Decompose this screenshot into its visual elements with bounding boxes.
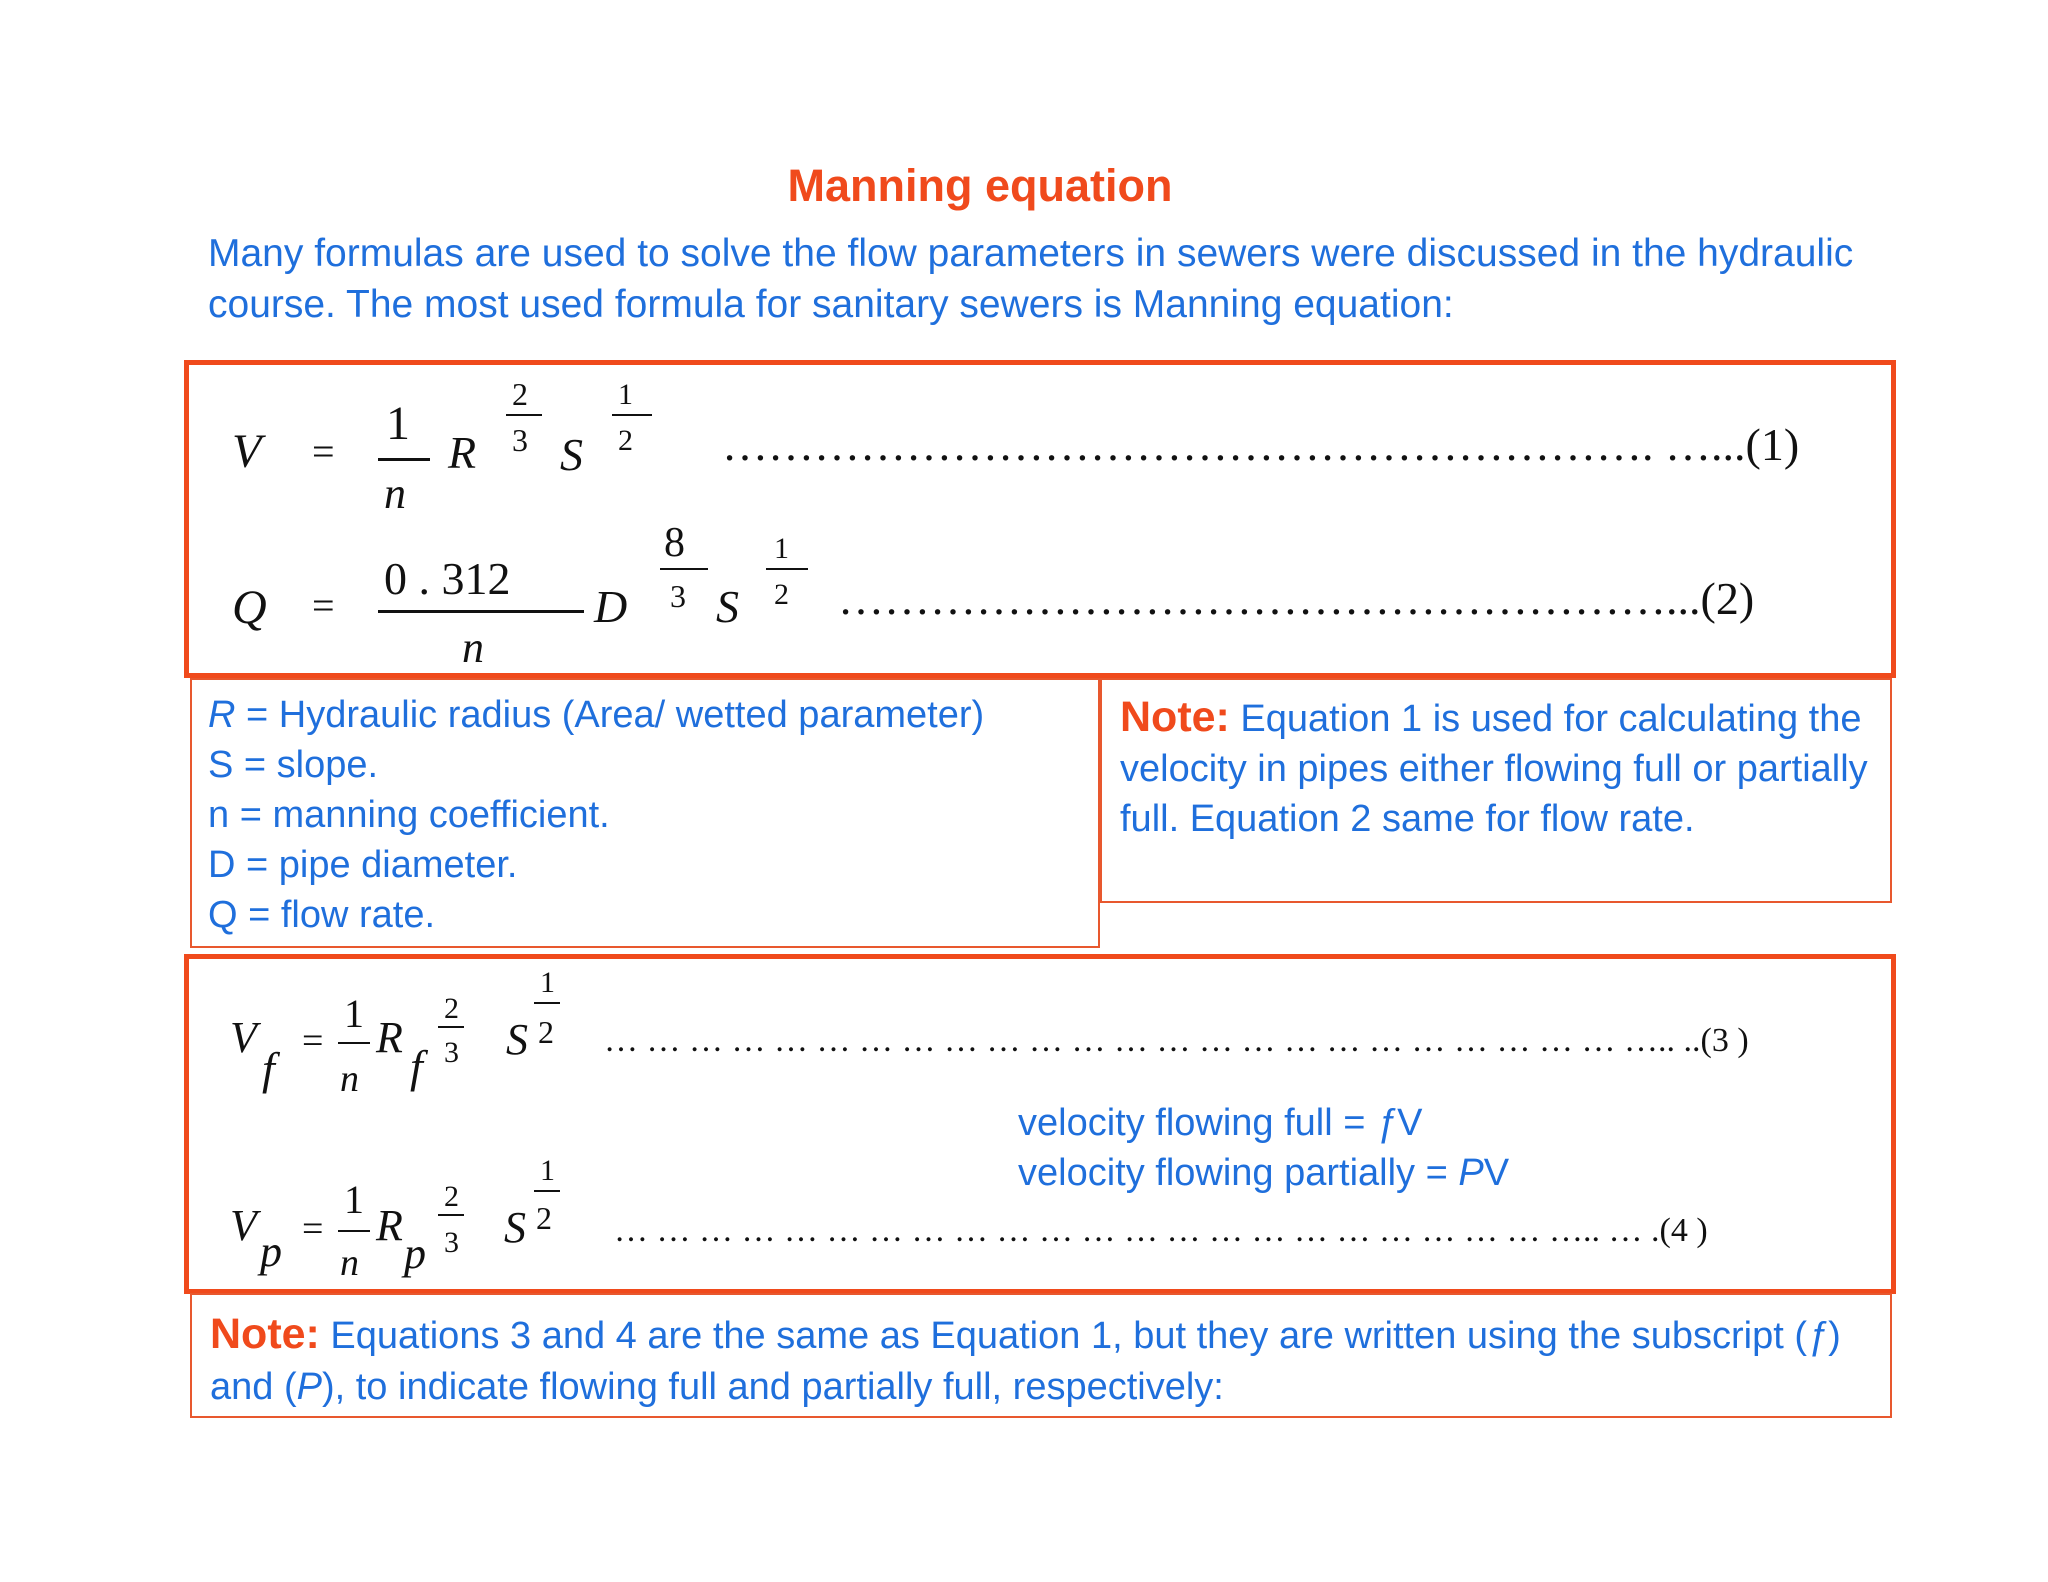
eq4-dots-number: … … … … … … … … … … … … … … … … … … … … … … ….. … .(4 ) bbox=[614, 1212, 1708, 1249]
eq1-s-exp-num: 1 bbox=[618, 378, 633, 411]
eq4-numerator: 1 bbox=[344, 1177, 364, 1222]
definition-n: n = manning coefficient. bbox=[208, 794, 610, 836]
eq1-lhs: V bbox=[232, 425, 262, 478]
eq4-fraction-bar bbox=[338, 1230, 370, 1232]
eq2-s-exp-num: 1 bbox=[774, 532, 789, 565]
eq3-dots-number: … … … … … … … … … … … … … … … … … … … … … … … … ….. ..(3 ) bbox=[604, 1022, 1749, 1059]
eq4-s-exp-num: 1 bbox=[540, 1154, 555, 1187]
eq3-denominator: n bbox=[340, 1058, 359, 1100]
note-2-symbol-f: ƒ bbox=[1806, 1315, 1829, 1357]
eq4-r-exp-num: 2 bbox=[444, 1180, 459, 1213]
eq4-r-exp-bar bbox=[438, 1214, 464, 1216]
note-2-text-a: Equations 3 and 4 are the same as Equation 1, but they are written using the subscript ( bbox=[319, 1315, 1807, 1357]
eq3-r: R bbox=[376, 1013, 403, 1062]
eq3-r-exp-num: 2 bbox=[444, 992, 459, 1025]
velocity-partial-label bbox=[1018, 1148, 1509, 1198]
eq1-numerator: 1 bbox=[386, 397, 410, 450]
eq4-r: R bbox=[376, 1201, 403, 1250]
note-2-text-c: ), to indicate flowing full and partially full, respectively: bbox=[321, 1366, 1224, 1408]
eq2-d-exp-num: 8 bbox=[664, 520, 685, 566]
velocity-full-prefix: velocity flowing full = bbox=[1018, 1102, 1376, 1144]
eq4-equals: = bbox=[302, 1208, 324, 1250]
note-1-text: Equation 1 is used for calculating the velocity in pipes either flowing full or partially full. Equation 2 same for flow rate. bbox=[1120, 698, 1868, 840]
eq1-s: S bbox=[560, 429, 583, 480]
eq2-s: S bbox=[716, 581, 739, 632]
eq4-v: V bbox=[230, 1201, 257, 1250]
eq3-numerator: 1 bbox=[344, 991, 364, 1036]
eq4-s-exp-den: 2 bbox=[536, 1200, 552, 1236]
velocity-full-suffix: V bbox=[1397, 1102, 1423, 1144]
eq4-r-subscript: p bbox=[404, 1229, 426, 1278]
eq1-r-exp-den: 3 bbox=[512, 422, 528, 458]
eq2-denominator: n bbox=[462, 623, 484, 672]
eq4-r-exp-den: 3 bbox=[444, 1226, 459, 1259]
eq2-d-exp-bar bbox=[660, 568, 708, 570]
eq2-lhs: Q bbox=[232, 581, 267, 634]
eq2-equals: = bbox=[312, 583, 335, 628]
eq3-s-exp-num: 1 bbox=[540, 966, 555, 999]
eq1-s-exp-den: 2 bbox=[618, 424, 633, 457]
eq2-dots-number: ………………………………………………...(2) bbox=[838, 573, 1755, 624]
definition-r-text: = Hydraulic radius (Area/ wetted parameter) bbox=[235, 694, 985, 736]
intro-paragraph: Many formulas are used to solve the flow parameters in sewers were discussed in the hydraulic course. The most used formula for sanitary sewers is Manning equation: bbox=[208, 232, 1854, 326]
definition-r bbox=[208, 690, 1082, 740]
velocity-partial-symbol: P bbox=[1458, 1152, 1484, 1194]
eq1-r: R bbox=[448, 427, 477, 478]
eq1-denominator: n bbox=[384, 469, 406, 518]
eq2-numerator: 0 . 312 bbox=[384, 553, 511, 604]
definition-d: D = pipe diameter. bbox=[208, 844, 518, 886]
eq1-s-exp-bar bbox=[612, 414, 652, 416]
note-2-label: Note: bbox=[210, 1310, 320, 1358]
note-2-text-b: ) and ( bbox=[210, 1315, 1841, 1408]
page-title: Manning equation bbox=[787, 160, 1173, 211]
eq1-equals: = bbox=[312, 429, 335, 474]
eq3-s-exp-bar bbox=[534, 1002, 560, 1004]
definition-r-symbol: R bbox=[208, 694, 236, 736]
equation-box-1-2 bbox=[184, 360, 1896, 678]
eq3-s: S bbox=[506, 1015, 528, 1064]
note-1-box bbox=[1100, 678, 1892, 903]
eq2-s-exp-bar bbox=[766, 568, 808, 570]
eq4-v-subscript: p bbox=[260, 1227, 282, 1276]
eq1-r-exp-bar bbox=[506, 414, 542, 416]
eq3-equals: = bbox=[302, 1020, 324, 1062]
eq3-fraction-bar bbox=[338, 1042, 370, 1044]
note-2-box bbox=[190, 1293, 1892, 1418]
definitions-box bbox=[190, 678, 1100, 948]
velocity-partial-suffix: V bbox=[1483, 1152, 1510, 1194]
eq3-r-exp-den: 3 bbox=[444, 1036, 459, 1069]
eq3-v-subscript: f bbox=[262, 1043, 275, 1094]
eq2-fraction-bar bbox=[378, 610, 584, 613]
velocity-full-symbol: ƒ bbox=[1376, 1102, 1398, 1144]
velocity-labels bbox=[1018, 1098, 1509, 1198]
velocity-full-label bbox=[1018, 1098, 1509, 1148]
note-2-symbol-p: P bbox=[296, 1366, 322, 1408]
eq1-fraction-bar bbox=[378, 458, 430, 461]
definition-q: Q = flow rate. bbox=[208, 894, 436, 936]
note-1-label: Note: bbox=[1120, 693, 1230, 741]
eq4-s: S bbox=[504, 1203, 526, 1252]
eq1-dots-number: ……………………………………………………. …...(1) bbox=[722, 419, 1800, 470]
eq4-s-exp-bar bbox=[534, 1190, 560, 1192]
eq3-s-exp-den: 2 bbox=[538, 1014, 554, 1050]
velocity-partial-prefix: velocity flowing partially = bbox=[1018, 1152, 1459, 1194]
eq4-denominator: n bbox=[340, 1242, 359, 1284]
eq2-d: D bbox=[594, 581, 628, 632]
eq2-s-exp-den: 2 bbox=[774, 578, 789, 611]
eq3-r-subscript: f bbox=[410, 1041, 423, 1092]
eq1-r-exp-num: 2 bbox=[512, 376, 528, 412]
definition-s: S = slope. bbox=[208, 744, 379, 786]
eq3-v: V bbox=[230, 1013, 257, 1062]
eq2-d-exp-den: 3 bbox=[670, 578, 686, 614]
eq3-r-exp-bar bbox=[438, 1026, 464, 1028]
